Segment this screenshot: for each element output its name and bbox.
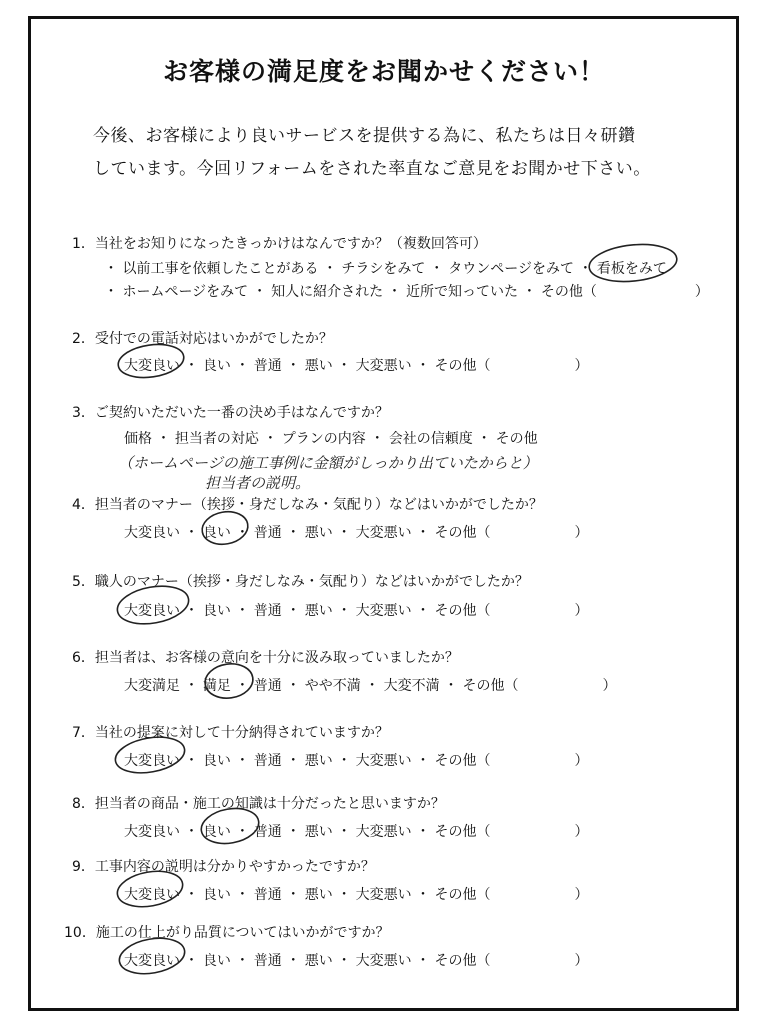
question-2-options: 大変良い ・ 良い ・ 普通 ・ 悪い ・ 大変悪い ・ その他（ ） [124,358,589,374]
intro-line-1: 今後、お客様により良いサービスを提供する為に、私たちは日々研鑽 [93,126,636,146]
question-4-options: 大変良い ・ 良い ・ 普通 ・ 悪い ・ 大変悪い ・ その他（ ） [124,525,589,541]
question-3-options: 価格 ・ 担当者の対応 ・ プランの内容 ・ 会社の信頼度 ・ その他 [124,431,538,447]
question-7: 7．当社の提案に対して十分納得されていますか？ [72,725,389,741]
handwritten-comment-line-1: （ホームページの施工事例に金額がしっかり出ていたからと） [118,454,538,472]
question-2: 2．受付での電話対応はいかがでしたか？ [72,331,333,347]
question-1-options-row-2: ・ ホームページをみて ・ 知人に紹介された ・ 近所で知っていた ・ その他（ ） [104,284,709,300]
question-5: 5．職人のマナー（挨拶・身だしなみ・気配り）などはいかがでしたか？ [72,574,529,590]
question-1: 1．当社をお知りになったきっかけはなんですか？（複数回答可） [72,236,487,252]
question-9-options: 大変良い ・ 良い ・ 普通 ・ 悪い ・ 大変悪い ・ その他（ ） [124,887,589,903]
intro-line-2: しています。今回リフォームをされた率直なご意見をお聞かせ下さい。 [93,159,651,179]
question-8-options: 大変良い ・ 良い ・ 普通 ・ 悪い ・ 大変悪い ・ その他（ ） [124,824,589,840]
question-8: 8．担当者の商品・施工の知識は十分だったと思いますか？ [72,796,445,812]
question-1-options-row-1: ・ 以前工事を依頼したことがある ・ チラシをみて ・ タウンページをみて ・ 看板をみて [104,261,667,277]
question-3: 3．ご契約いただいた一番の決め手はなんですか？ [72,405,389,421]
handwritten-comment-line-2: 担当者の説明。 [205,474,311,492]
question-4: 4．担当者のマナー（挨拶・身だしなみ・気配り）などはいかがでしたか？ [72,497,543,513]
question-9: 9．工事内容の説明は分かりやすかったですか？ [72,859,375,875]
question-6-options: 大変満足 ・ 満足 ・ 普通 ・ やや不満 ・ 大変不満 ・ その他（ ） [124,678,617,694]
question-5-options: 大変良い ・ 良い ・ 普通 ・ 悪い ・ 大変悪い ・ その他（ ） [124,603,589,619]
question-7-options: 大変良い ・ 良い ・ 普通 ・ 悪い ・ 大変悪い ・ その他（ ） [124,753,589,769]
question-6: 6．担当者は、お客様の意向を十分に汲み取っていましたか？ [72,650,459,666]
page-title: お客様の満足度をお聞かせください！ [162,57,605,86]
question-10: 10．施工の仕上がり品質についてはいかがですか？ [64,925,390,941]
question-10-options: 大変良い ・ 良い ・ 普通 ・ 悪い ・ 大変悪い ・ その他（ ） [124,953,589,969]
